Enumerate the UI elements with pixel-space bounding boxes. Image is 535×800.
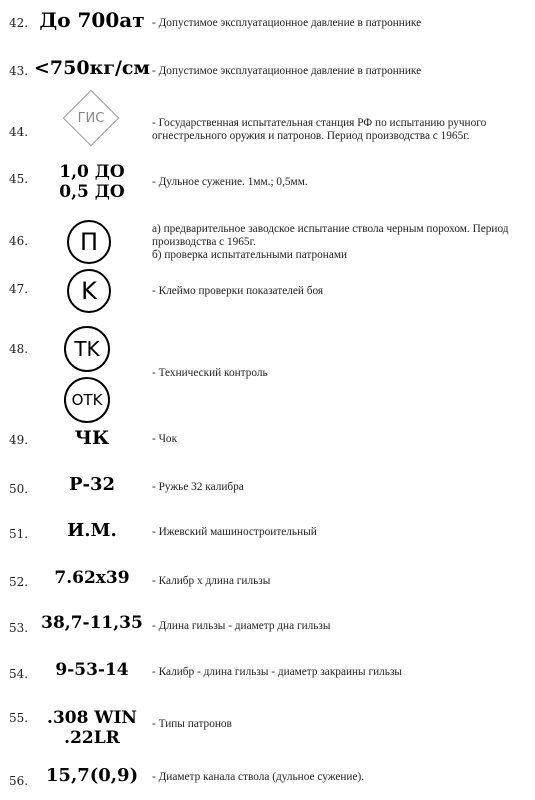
entry-number: 50. bbox=[9, 482, 29, 496]
entry-number: 48. bbox=[9, 342, 29, 356]
entry-number: 42. bbox=[9, 16, 29, 30]
entry-description: - Длина гильзы - диаметр дна гильзы bbox=[152, 620, 331, 632]
description-line-b: б) проверка испытательными патронами bbox=[152, 249, 348, 261]
entry-number: 44. bbox=[9, 125, 29, 139]
circle-stamp-p: П bbox=[67, 220, 111, 264]
entry-description: - Допустимое эксплуатационное давление в патроннике bbox=[152, 17, 422, 29]
circle-stamp-tk: TK bbox=[64, 326, 110, 372]
entry-number: 55. bbox=[9, 711, 29, 725]
entry-description: - Ижевский машиностроительный bbox=[152, 526, 317, 538]
marking-text: И.М. bbox=[67, 520, 117, 541]
marking-line: .22LR bbox=[64, 728, 120, 748]
marking-text: 7.62x39 bbox=[54, 568, 130, 588]
entry-number: 43. bbox=[9, 64, 29, 78]
marking-text: 38,7-11,35 bbox=[41, 613, 143, 633]
entry-description: - Чок bbox=[152, 433, 178, 445]
marking-text: Р-32 bbox=[68, 474, 116, 495]
circle-stamp-otk: OTK bbox=[64, 377, 110, 423]
entry-description: - Ружье 32 калибра bbox=[152, 481, 244, 493]
gis-diamond-stamp bbox=[62, 89, 120, 147]
entry-number: 51. bbox=[9, 527, 29, 541]
entry-description: - Государственная испытательная станция РФ по испытанию ручного огнестрельного оружия и патронов. Период производства с 1965г. bbox=[152, 117, 487, 142]
marking-text: <750кг/см bbox=[34, 57, 150, 79]
entry-description: - Клеймо проверки показателей боя bbox=[152, 285, 324, 297]
entry-description: - Типы патронов bbox=[152, 718, 232, 730]
entry-number: 56. bbox=[9, 774, 29, 788]
entry-description: - Технический контроль bbox=[152, 367, 268, 379]
marking-line: .308 WIN bbox=[47, 708, 137, 728]
entry-description: - Допустимое эксплуатационное давление в патроннике bbox=[152, 65, 422, 77]
entry-description: - Диаметр канала ствола (дульное сужение). bbox=[152, 771, 365, 783]
marking-text: До 700ат bbox=[39, 8, 145, 32]
entry-number: 52. bbox=[9, 575, 29, 589]
marking-text: 15,7(0,9) bbox=[45, 765, 139, 786]
entry-number: 45. bbox=[9, 172, 29, 186]
entry-number: 54. bbox=[9, 667, 29, 681]
entry-description: - Дульное сужение. 1мм.; 0,5мм. bbox=[152, 176, 308, 188]
entry-description bbox=[152, 223, 527, 262]
entry-number: 47. bbox=[9, 282, 29, 296]
entry-description: - Калибр - длина гильзы - диаметр закраины гильзы bbox=[152, 666, 402, 678]
entry-number: 53. bbox=[9, 621, 29, 635]
entry-description: - Калибр х длина гильзы bbox=[152, 575, 271, 587]
description-line-a: а) предварительное заводское испытание ствола черным порохом. Период производства с 1965г. bbox=[152, 223, 509, 248]
stamp-text: ГИС bbox=[77, 110, 105, 126]
marking-line: 1,0 ДО bbox=[59, 162, 125, 182]
marking-line: 0,5 ДО bbox=[59, 182, 125, 202]
marking-text: 9-53-14 bbox=[55, 660, 129, 680]
marking-text: ЧК bbox=[74, 427, 110, 449]
entry-number: 49. bbox=[9, 433, 29, 447]
entry-number: 46. bbox=[9, 234, 29, 248]
circle-stamp-k: K bbox=[67, 269, 111, 313]
